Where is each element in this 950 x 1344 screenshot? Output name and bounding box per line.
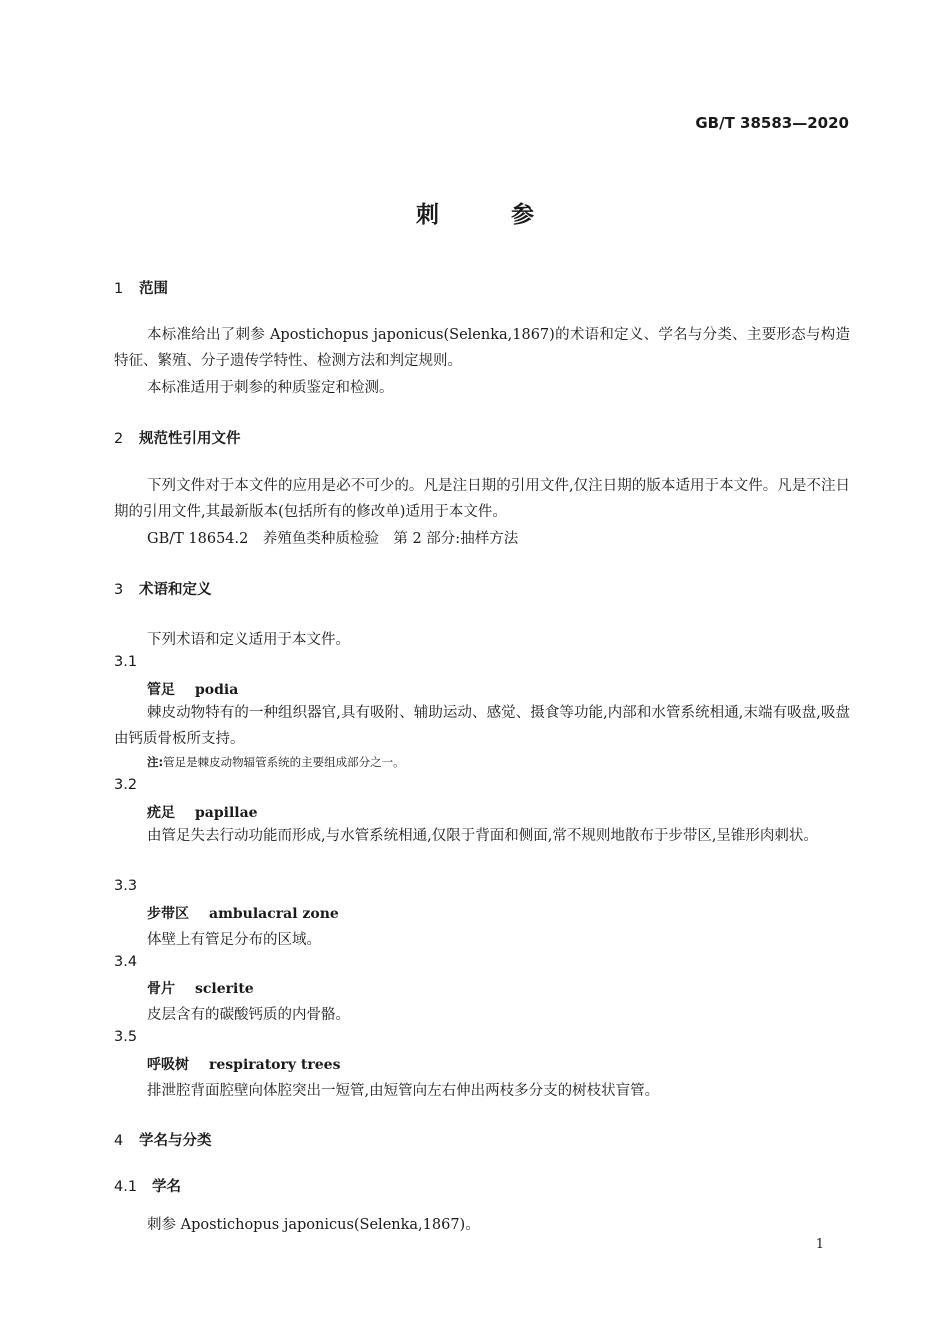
term-zh: 呼吸树 — [147, 1057, 189, 1073]
clause-number: 3.3 — [114, 878, 138, 894]
normative-reference: GB/T 18654.2 养殖鱼类种质检验 第 2 部分:抽样方法 — [147, 531, 519, 547]
section-title: 规范性引用文件 — [139, 431, 241, 447]
paragraph: 下列术语和定义适用于本文件。 — [147, 632, 350, 648]
section-number: 4.1 — [114, 1179, 138, 1195]
term-heading — [147, 802, 258, 822]
term-en: sclerite — [195, 981, 254, 997]
term-en: podia — [195, 682, 239, 698]
section-2-heading — [114, 427, 241, 448]
page-number: 1 — [815, 1237, 824, 1252]
section-number: 4 — [114, 1133, 124, 1149]
section-number: 1 — [114, 281, 124, 297]
term-definition: 皮层含有的碳酸钙质的内骨骼。 — [147, 1007, 350, 1023]
term-zh: 步带区 — [147, 906, 189, 922]
paragraph: 刺参 Apostichopus japonicus(Selenka,1867)。 — [147, 1217, 480, 1233]
page-title: 刺参 — [416, 201, 606, 228]
term-zh: 疣足 — [147, 805, 175, 821]
clause-number: 3.2 — [114, 777, 138, 793]
section-4-heading — [114, 1129, 212, 1150]
paragraph: 下列文件对于本文件的应用是必不可少的。凡是注日期的引用文件,仅注日期的版本适用于本文件。凡是不注日期的引用文件,其最新版本(包括所有的修改单)适用于本文件。 — [114, 478, 850, 520]
term-heading — [147, 978, 254, 998]
note-text: 管足是棘皮动物辐管系统的主要组成部分之一。 — [163, 755, 405, 769]
section-number: 2 — [114, 431, 124, 447]
term-en: respiratory trees — [209, 1057, 341, 1073]
term-heading — [147, 1054, 340, 1074]
paragraph: 本标准适用于刺参的种质鉴定和检测。 — [147, 380, 394, 396]
section-title: 术语和定义 — [139, 582, 212, 598]
term-zh: 骨片 — [147, 981, 175, 997]
note — [147, 754, 405, 770]
section-number: 3 — [114, 582, 124, 598]
paragraph: 本标准给出了刺参 Apostichopus japonicus(Selenka,1867)的术语和定义、学名与分类、主要形态与构造特征、繁殖、分子遗传学特性、检测方法和判定规则。 — [114, 327, 850, 369]
term-en: papillae — [195, 805, 258, 821]
section-title: 学名与分类 — [139, 1133, 212, 1149]
term-definition: 由管足失去行动功能而形成,与水管系统相通,仅限于背面和侧面,常不规则地散布于步带区,呈锥形肉刺状。 — [147, 828, 818, 844]
standard-number: GB/T 38583—2020 — [695, 114, 849, 132]
note-label: 注: — [147, 755, 164, 769]
term-definition: 体壁上有管足分布的区域。 — [147, 932, 321, 948]
section-3-heading — [114, 578, 212, 599]
term-zh: 管足 — [147, 682, 175, 698]
section-title: 范围 — [139, 281, 168, 297]
term-en: ambulacral zone — [209, 906, 339, 922]
section-1-heading — [114, 277, 168, 298]
clause-number: 3.1 — [114, 654, 138, 670]
term-definition: 排泄腔背面腔壁向体腔突出一短管,由短管向左右伸出两枝多分支的树枝状盲管。 — [147, 1083, 660, 1099]
section-title: 学名 — [152, 1179, 181, 1195]
clause-number: 3.4 — [114, 954, 138, 970]
subsection-4-1-heading — [114, 1175, 181, 1196]
clause-number: 3.5 — [114, 1029, 138, 1045]
term-heading — [147, 903, 339, 923]
term-heading — [147, 679, 238, 699]
term-definition: 棘皮动物特有的一种组织器官,具有吸附、辅助运动、感觉、摄食等功能,内部和水管系统相通,末端有吸盘,吸盘由钙质骨板所支持。 — [114, 705, 850, 747]
